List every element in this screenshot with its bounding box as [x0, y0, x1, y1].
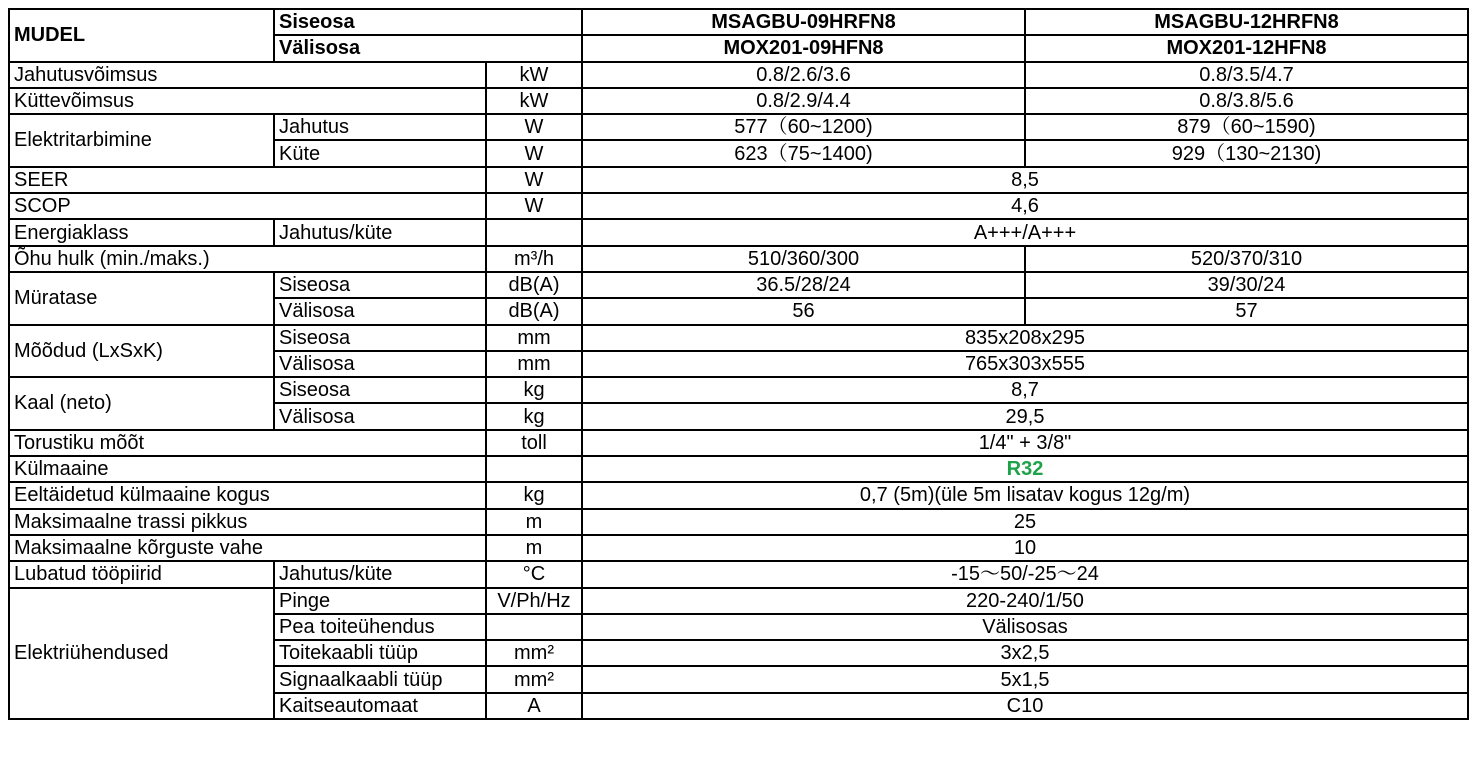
table-row: [9, 561, 1468, 587]
value-shared: 25: [582, 509, 1468, 535]
value-shared: 5x1,5: [582, 666, 1468, 692]
row-label: Külmaaine: [9, 456, 486, 482]
value-shared: 8,5: [582, 167, 1468, 193]
value-shared: -15～50/-25～24: [582, 561, 1468, 587]
row-unit: dB(A): [486, 298, 582, 324]
row-sublabel: Küte: [274, 140, 486, 166]
row-unit: W: [486, 167, 582, 193]
model-2-indoor: MSAGBU-12HRFN8: [1025, 9, 1468, 35]
value-model-2: 0.8/3.8/5.6: [1025, 88, 1468, 114]
row-unit: dB(A): [486, 272, 582, 298]
row-unit: mm²: [486, 666, 582, 692]
row-label: Torustiku mõõt: [9, 430, 486, 456]
row-sublabel: Siseosa: [274, 325, 486, 351]
row-unit: kg: [486, 403, 582, 429]
value-model-1: 0.8/2.6/3.6: [582, 62, 1025, 88]
model-label: MUDEL: [9, 9, 274, 62]
value-model-1: 56: [582, 298, 1025, 324]
value-shared: 3x2,5: [582, 640, 1468, 666]
table-row: [9, 114, 1468, 140]
table-row: [9, 588, 1468, 614]
row-label: Maksimaalne trassi pikkus: [9, 509, 486, 535]
row-unit: kg: [486, 482, 582, 508]
table-row: [9, 430, 1468, 456]
row-label: Jahutusvõimsus: [9, 62, 486, 88]
row-sublabel: Välisosa: [274, 403, 486, 429]
table-row: [9, 535, 1468, 561]
value-shared: 29,5: [582, 403, 1468, 429]
model-2-outdoor: MOX201-12HFN8: [1025, 35, 1468, 61]
row-unit: kg: [486, 377, 582, 403]
header-row-indoor: [9, 9, 1468, 35]
table-row: [9, 482, 1468, 508]
value-shared: A+++/A+++: [582, 219, 1468, 245]
value-shared: 765x303x555: [582, 351, 1468, 377]
row-unit: toll: [486, 430, 582, 456]
row-sublabel: Siseosa: [274, 272, 486, 298]
refrigerant-value: R32: [582, 456, 1468, 482]
row-label: Maksimaalne kõrguste vahe: [9, 535, 486, 561]
row-unit: W: [486, 114, 582, 140]
row-label: Mõõdud (LxSxK): [9, 325, 274, 378]
table-row: [9, 88, 1468, 114]
value-shared: C10: [582, 693, 1468, 719]
table-row: [9, 167, 1468, 193]
row-unit: m: [486, 509, 582, 535]
table-row: [9, 219, 1468, 245]
row-unit: mm: [486, 325, 582, 351]
row-unit: V/Ph/Hz: [486, 588, 582, 614]
row-sublabel: Välisosa: [274, 351, 486, 377]
table-row: [9, 272, 1468, 298]
row-sublabel: Pinge: [274, 588, 486, 614]
table-row: [9, 246, 1468, 272]
value-shared: 8,7: [582, 377, 1468, 403]
row-unit: m³/h: [486, 246, 582, 272]
spec-table: [8, 8, 1469, 720]
row-unit: A: [486, 693, 582, 719]
row-label: Energiaklass: [9, 219, 274, 245]
value-model-1: 36.5/28/24: [582, 272, 1025, 298]
value-model-2: 57: [1025, 298, 1468, 324]
row-unit: mm: [486, 351, 582, 377]
table-row: [9, 456, 1468, 482]
value-model-2: 0.8/3.5/4.7: [1025, 62, 1468, 88]
row-unit: [486, 614, 582, 640]
value-model-1: 623（75~1400): [582, 140, 1025, 166]
value-shared: 10: [582, 535, 1468, 561]
row-sublabel: Kaitseautomaat: [274, 693, 486, 719]
value-model-2: 39/30/24: [1025, 272, 1468, 298]
row-unit: kW: [486, 88, 582, 114]
outdoor-label: Välisosa: [274, 35, 582, 61]
row-label: Kaal (neto): [9, 377, 274, 430]
row-sublabel: Jahutus/küte: [274, 561, 486, 587]
row-sublabel: Pea toiteühendus: [274, 614, 486, 640]
value-model-1: 0.8/2.9/4.4: [582, 88, 1025, 114]
value-shared: 835x208x295: [582, 325, 1468, 351]
row-sublabel: Signaalkaabli tüüp: [274, 666, 486, 692]
row-label: Eeltäidetud külmaaine kogus: [9, 482, 486, 508]
row-unit: [486, 456, 582, 482]
row-label: Elektriühendused: [9, 588, 274, 719]
table-row: [9, 325, 1468, 351]
table-row: [9, 377, 1468, 403]
value-model-1: 577（60~1200): [582, 114, 1025, 140]
row-unit: mm²: [486, 640, 582, 666]
model-1-indoor: MSAGBU-09HRFN8: [582, 9, 1025, 35]
row-label: Elektritarbimine: [9, 114, 274, 167]
row-unit: °C: [486, 561, 582, 587]
row-sublabel: Välisosa: [274, 298, 486, 324]
row-unit: m: [486, 535, 582, 561]
value-model-2: 520/370/310: [1025, 246, 1468, 272]
value-model-2: 879（60~1590): [1025, 114, 1468, 140]
value-model-1: 510/360/300: [582, 246, 1025, 272]
row-unit: kW: [486, 62, 582, 88]
row-label: Küttevõimsus: [9, 88, 486, 114]
row-sublabel: Siseosa: [274, 377, 486, 403]
row-sublabel: Jahutus: [274, 114, 486, 140]
value-shared: 220-240/1/50: [582, 588, 1468, 614]
row-unit: [486, 219, 582, 245]
model-1-outdoor: MOX201-09HFN8: [582, 35, 1025, 61]
value-shared: Välisosas: [582, 614, 1468, 640]
value-shared: 4,6: [582, 193, 1468, 219]
table-row: [9, 62, 1468, 88]
value-model-2: 929（130~2130): [1025, 140, 1468, 166]
value-shared: 1/4" + 3/8": [582, 430, 1468, 456]
row-sublabel: Toitekaabli tüüp: [274, 640, 486, 666]
row-label: Õhu hulk (min./maks.): [9, 246, 486, 272]
indoor-label: Siseosa: [274, 9, 582, 35]
row-label: Lubatud tööpiirid: [9, 561, 274, 587]
table-row: [9, 509, 1468, 535]
row-label: Müratase: [9, 272, 274, 325]
row-unit: W: [486, 193, 582, 219]
row-label: SCOP: [9, 193, 486, 219]
table-row: [9, 193, 1468, 219]
value-shared: 0,7 (5m)(üle 5m lisatav kogus 12g/m): [582, 482, 1468, 508]
row-sublabel: Jahutus/küte: [274, 219, 486, 245]
row-unit: W: [486, 140, 582, 166]
row-label: SEER: [9, 167, 486, 193]
